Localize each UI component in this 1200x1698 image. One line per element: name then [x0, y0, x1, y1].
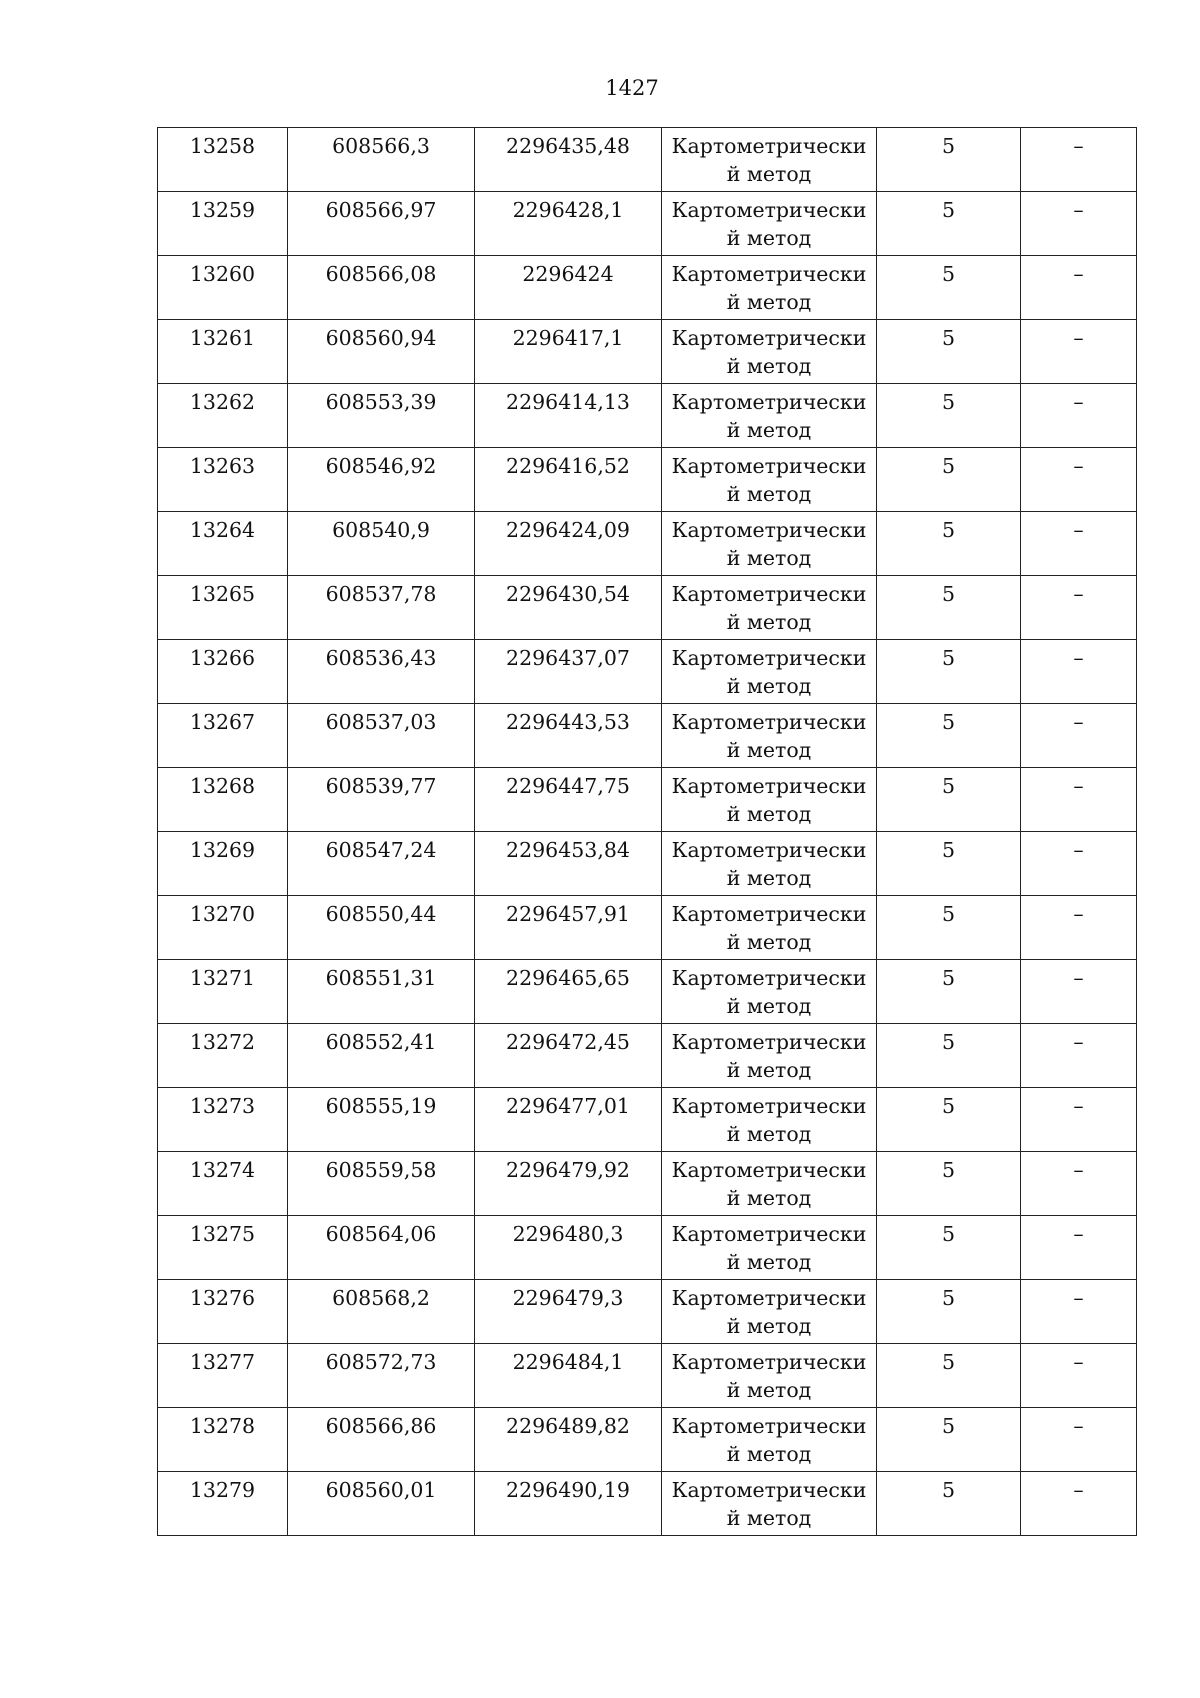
point-number-cell: 13265	[158, 576, 288, 640]
table-row	[158, 1408, 1137, 1472]
page-number: 1427	[605, 76, 659, 100]
note-cell: –	[1021, 128, 1137, 192]
method-cell: Картометрически й метод	[662, 640, 877, 704]
accuracy-cell: 5	[877, 640, 1021, 704]
y-coordinate-cell: 2296424,09	[475, 512, 662, 576]
accuracy-cell: 5	[877, 448, 1021, 512]
y-coordinate-cell: 2296484,1	[475, 1344, 662, 1408]
x-coordinate-cell: 608551,31	[288, 960, 475, 1024]
note-cell: –	[1021, 576, 1137, 640]
method-cell: Картометрически й метод	[662, 768, 877, 832]
accuracy-cell: 5	[877, 1216, 1021, 1280]
point-number-cell: 13275	[158, 1216, 288, 1280]
method-cell: Картометрически й метод	[662, 1408, 877, 1472]
y-coordinate-cell: 2296424	[475, 256, 662, 320]
table-row	[158, 960, 1137, 1024]
accuracy-cell: 5	[877, 896, 1021, 960]
point-number-cell: 13270	[158, 896, 288, 960]
point-number-cell: 13267	[158, 704, 288, 768]
x-coordinate-cell: 608566,97	[288, 192, 475, 256]
point-number-cell: 13273	[158, 1088, 288, 1152]
accuracy-cell: 5	[877, 320, 1021, 384]
y-coordinate-cell: 2296430,54	[475, 576, 662, 640]
table-row	[158, 1472, 1137, 1536]
note-cell: –	[1021, 448, 1137, 512]
x-coordinate-cell: 608568,2	[288, 1280, 475, 1344]
y-coordinate-cell: 2296447,75	[475, 768, 662, 832]
accuracy-cell: 5	[877, 1088, 1021, 1152]
note-cell: –	[1021, 384, 1137, 448]
accuracy-cell: 5	[877, 1408, 1021, 1472]
accuracy-cell: 5	[877, 256, 1021, 320]
table-row	[158, 320, 1137, 384]
accuracy-cell: 5	[877, 1472, 1021, 1536]
note-cell: –	[1021, 512, 1137, 576]
point-number-cell: 13278	[158, 1408, 288, 1472]
y-coordinate-cell: 2296489,82	[475, 1408, 662, 1472]
note-cell: –	[1021, 256, 1137, 320]
accuracy-cell: 5	[877, 960, 1021, 1024]
method-cell: Картометрически й метод	[662, 832, 877, 896]
accuracy-cell: 5	[877, 768, 1021, 832]
y-coordinate-cell: 2296416,52	[475, 448, 662, 512]
coordinates-table	[157, 127, 1137, 1536]
point-number-cell: 13260	[158, 256, 288, 320]
x-coordinate-cell: 608537,78	[288, 576, 475, 640]
point-number-cell: 13262	[158, 384, 288, 448]
accuracy-cell: 5	[877, 1152, 1021, 1216]
table-row	[158, 640, 1137, 704]
method-cell: Картометрически й метод	[662, 704, 877, 768]
table-row	[158, 1344, 1137, 1408]
x-coordinate-cell: 608572,73	[288, 1344, 475, 1408]
x-coordinate-cell: 608560,94	[288, 320, 475, 384]
coordinates-table-body	[158, 128, 1137, 1536]
method-cell: Картометрически й метод	[662, 256, 877, 320]
table-row	[158, 512, 1137, 576]
y-coordinate-cell: 2296479,3	[475, 1280, 662, 1344]
note-cell: –	[1021, 1024, 1137, 1088]
method-cell: Картометрически й метод	[662, 960, 877, 1024]
method-cell: Картометрически й метод	[662, 896, 877, 960]
x-coordinate-cell: 608555,19	[288, 1088, 475, 1152]
table-row	[158, 832, 1137, 896]
point-number-cell: 13276	[158, 1280, 288, 1344]
point-number-cell: 13264	[158, 512, 288, 576]
y-coordinate-cell: 2296465,65	[475, 960, 662, 1024]
point-number-cell: 13274	[158, 1152, 288, 1216]
point-number-cell: 13277	[158, 1344, 288, 1408]
method-cell: Картометрически й метод	[662, 128, 877, 192]
y-coordinate-cell: 2296414,13	[475, 384, 662, 448]
point-number-cell: 13272	[158, 1024, 288, 1088]
method-cell: Картометрически й метод	[662, 1216, 877, 1280]
method-cell: Картометрически й метод	[662, 320, 877, 384]
note-cell: –	[1021, 1088, 1137, 1152]
method-cell: Картометрически й метод	[662, 384, 877, 448]
note-cell: –	[1021, 704, 1137, 768]
x-coordinate-cell: 608536,43	[288, 640, 475, 704]
y-coordinate-cell: 2296453,84	[475, 832, 662, 896]
table-row	[158, 768, 1137, 832]
accuracy-cell: 5	[877, 1024, 1021, 1088]
x-coordinate-cell: 608539,77	[288, 768, 475, 832]
x-coordinate-cell: 608560,01	[288, 1472, 475, 1536]
table-row	[158, 704, 1137, 768]
note-cell: –	[1021, 1152, 1137, 1216]
point-number-cell: 13259	[158, 192, 288, 256]
table-row	[158, 384, 1137, 448]
table-row	[158, 1280, 1137, 1344]
x-coordinate-cell: 608559,58	[288, 1152, 475, 1216]
x-coordinate-cell: 608564,06	[288, 1216, 475, 1280]
table-row	[158, 896, 1137, 960]
point-number-cell: 13261	[158, 320, 288, 384]
method-cell: Картометрически й метод	[662, 1024, 877, 1088]
y-coordinate-cell: 2296443,53	[475, 704, 662, 768]
y-coordinate-cell: 2296435,48	[475, 128, 662, 192]
y-coordinate-cell: 2296479,92	[475, 1152, 662, 1216]
note-cell: –	[1021, 1472, 1137, 1536]
note-cell: –	[1021, 640, 1137, 704]
point-number-cell: 13263	[158, 448, 288, 512]
note-cell: –	[1021, 192, 1137, 256]
x-coordinate-cell: 608540,9	[288, 512, 475, 576]
method-cell: Картометрически й метод	[662, 1152, 877, 1216]
x-coordinate-cell: 608552,41	[288, 1024, 475, 1088]
x-coordinate-cell: 608566,86	[288, 1408, 475, 1472]
point-number-cell: 13268	[158, 768, 288, 832]
y-coordinate-cell: 2296477,01	[475, 1088, 662, 1152]
table-row	[158, 1216, 1137, 1280]
point-number-cell: 13279	[158, 1472, 288, 1536]
table-row	[158, 448, 1137, 512]
x-coordinate-cell: 608546,92	[288, 448, 475, 512]
method-cell: Картометрически й метод	[662, 576, 877, 640]
table-row	[158, 1024, 1137, 1088]
x-coordinate-cell: 608553,39	[288, 384, 475, 448]
method-cell: Картометрически й метод	[662, 1344, 877, 1408]
table-row	[158, 192, 1137, 256]
x-coordinate-cell: 608547,24	[288, 832, 475, 896]
y-coordinate-cell: 2296490,19	[475, 1472, 662, 1536]
method-cell: Картометрически й метод	[662, 192, 877, 256]
note-cell: –	[1021, 768, 1137, 832]
x-coordinate-cell: 608566,3	[288, 128, 475, 192]
note-cell: –	[1021, 1216, 1137, 1280]
accuracy-cell: 5	[877, 128, 1021, 192]
accuracy-cell: 5	[877, 704, 1021, 768]
point-number-cell: 13258	[158, 128, 288, 192]
point-number-cell: 13266	[158, 640, 288, 704]
note-cell: –	[1021, 1344, 1137, 1408]
note-cell: –	[1021, 1408, 1137, 1472]
note-cell: –	[1021, 832, 1137, 896]
method-cell: Картометрически й метод	[662, 1280, 877, 1344]
table-row	[158, 1152, 1137, 1216]
note-cell: –	[1021, 960, 1137, 1024]
note-cell: –	[1021, 320, 1137, 384]
y-coordinate-cell: 2296457,91	[475, 896, 662, 960]
accuracy-cell: 5	[877, 576, 1021, 640]
y-coordinate-cell: 2296480,3	[475, 1216, 662, 1280]
table-row	[158, 256, 1137, 320]
y-coordinate-cell: 2296417,1	[475, 320, 662, 384]
point-number-cell: 13271	[158, 960, 288, 1024]
method-cell: Картометрически й метод	[662, 1088, 877, 1152]
x-coordinate-cell: 608566,08	[288, 256, 475, 320]
method-cell: Картометрически й метод	[662, 512, 877, 576]
note-cell: –	[1021, 1280, 1137, 1344]
table-row	[158, 576, 1137, 640]
method-cell: Картометрически й метод	[662, 448, 877, 512]
y-coordinate-cell: 2296437,07	[475, 640, 662, 704]
accuracy-cell: 5	[877, 384, 1021, 448]
accuracy-cell: 5	[877, 192, 1021, 256]
accuracy-cell: 5	[877, 1280, 1021, 1344]
accuracy-cell: 5	[877, 1344, 1021, 1408]
y-coordinate-cell: 2296428,1	[475, 192, 662, 256]
accuracy-cell: 5	[877, 512, 1021, 576]
x-coordinate-cell: 608550,44	[288, 896, 475, 960]
y-coordinate-cell: 2296472,45	[475, 1024, 662, 1088]
method-cell: Картометрически й метод	[662, 1472, 877, 1536]
accuracy-cell: 5	[877, 832, 1021, 896]
table-row	[158, 128, 1137, 192]
x-coordinate-cell: 608537,03	[288, 704, 475, 768]
table-row	[158, 1088, 1137, 1152]
point-number-cell: 13269	[158, 832, 288, 896]
note-cell: –	[1021, 896, 1137, 960]
